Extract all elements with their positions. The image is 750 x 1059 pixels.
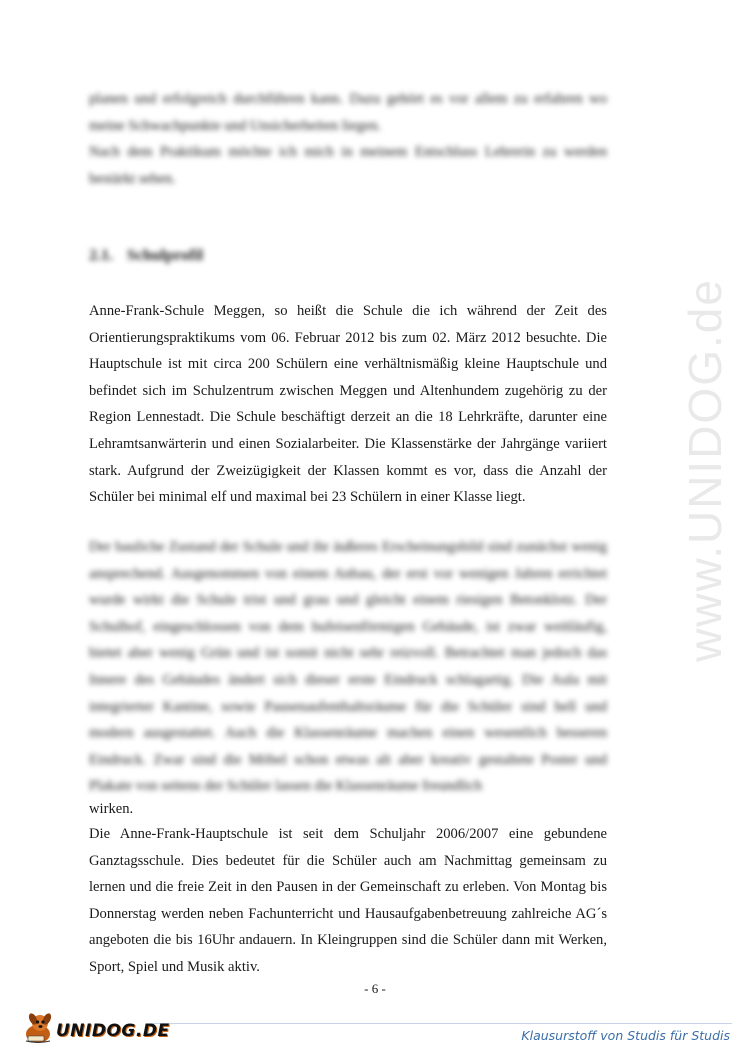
paragraph-all-day-school (89, 821, 607, 981)
footer-tagline: Klausurstoff von Studis für Studis (521, 1028, 730, 1043)
dog-mascot-icon (20, 1010, 60, 1046)
watermark-text: www.UNIDOG.de (679, 278, 731, 662)
paragraph-building-blurred (89, 534, 607, 800)
paragraph-school-profile (89, 298, 607, 511)
intro-paragraph (89, 86, 607, 192)
section-number: 2.1. (89, 247, 113, 264)
logo-text: UNIDOG.DE (56, 1021, 170, 1041)
intro-line-2: Nach dem Praktikum möchte ich mich in meinem Entschluss Lehrerin zu werden bestärkt sehen. (89, 144, 607, 187)
paragraph-text: Die Anne-Frank-Hauptschule ist seit dem Schuljahr 2006/2007 eine gebundene Ganztagsschule. Dies bedeutet für die Schüler auch am Nachmittag gemeinsam zu lernen und die freie Zeit in den Pausen in der Gemeinschaft zu erleben. Von Montag bis Donnerstag werden neben Fachunterricht und Hausaufgabenbetreuung zahlreiche AG´s angeboten die bis 16Uhr andauern. In Kleingruppen sind die Schüler dann mit Werken, Sport, Spiel und Musik aktiv. (89, 826, 607, 975)
footer-divider (150, 1023, 732, 1024)
unidog-logo (20, 1010, 170, 1046)
section-title: Schulprofil (127, 247, 204, 264)
section-heading (89, 244, 203, 268)
paragraph-text-blurred: Der bauliche Zustand der Schule und ihr äußeres Erscheinungsbild sind zunächst wenig ansprechend. Ausgenommen von einem Anbau, der erst vor wenigen Jahren errichtet wurde wirkt die Schule trist und grau und gleicht einem riesigen Betonklotz. Der Schulhof, eingeschlossen von dem hufeisenförmigen Gebäude, ist zwar weitläufig, bietet aber wenig Grün und ist somit nicht sehr reizvoll. Betrachtet man jedoch das Innere des Gebäudes ändert sich dieser erste Eindruck schlagartig. Die Aula mit integrierter Kantine, sowie Pausenaufenthaltsräume für die Schüler sind hell und modern ausgestattet. Auch die Klassenräume machen einen wesentlich besseren Eindruck. Zwar sind die Möbel schon etwas alt aber kreativ gestaltete Poster und Plakate von seitens der Schüler lassen die Klassenräume freundlich (89, 539, 607, 795)
paragraph-building-end (89, 796, 607, 823)
page-number: - 6 - (364, 981, 386, 996)
intro-line-1: planen und erfolgreich durchführen kann. Dazu gehört es vor allem zu erfahren wo meine Schwachpunkte und Unsicherheiten liegen. (89, 91, 607, 134)
paragraph-end-text: wirken. (89, 801, 134, 817)
paragraph-text: Anne-Frank-Schule Meggen, so heißt die Schule die ich während der Zeit des Orientierungspraktikums vom 06. Februar 2012 bis zum 02. März 2012 besuchte. Die Hauptschule ist mit circa 200 Schülern eine verhältnismäßig kleine Hauptschule und befindet sich im Schulzentrum zwischen Meggen und Altenhundem zugehörig zu der Region Lennestadt. Die Schule beschäftigt derzeit an die 18 Lehrkräfte, darunter eine Lehramtsanwärterin und einen Sozialarbeiter. Die Klassenstärke der Jahrgänge variiert stark. Aufgrund der Zweizügigkeit der Klassen kommt es vor, dass die Anzahl der Schüler bei minimal elf und maximal bei 23 Schülern in einer Klasse liegt. (89, 303, 607, 506)
